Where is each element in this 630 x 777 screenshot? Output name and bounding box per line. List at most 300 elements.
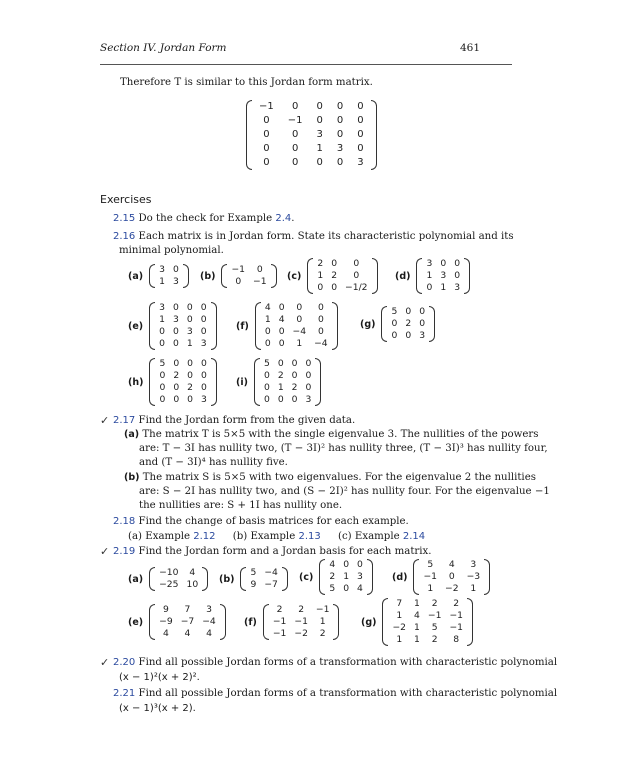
matrix-entry: 1	[414, 634, 420, 645]
matrix-row	[387, 318, 429, 330]
matrix-entry: 0	[173, 358, 180, 369]
exercise-text: Find the change of basis matrices for each example.	[138, 516, 409, 527]
matrix-row	[155, 616, 220, 628]
matrix-entry: 4	[206, 628, 212, 639]
matrix-entry: 0	[357, 101, 364, 112]
matrix-row	[246, 567, 281, 579]
matrix-entry: 0	[317, 314, 324, 325]
matrix-entry: 0	[391, 318, 398, 329]
matrix	[149, 604, 226, 640]
exercise-number[interactable]: 2.18	[113, 516, 136, 527]
matrix-entry: 0	[357, 115, 364, 126]
matrix-entry: 0	[186, 314, 193, 325]
matrix-entry: 0	[336, 115, 344, 126]
header-rule	[100, 64, 512, 65]
matrix-entry: 0	[426, 282, 433, 293]
part-label: (e)	[128, 616, 144, 628]
part-label: (b)	[200, 270, 216, 282]
matrix-entry: 4	[278, 314, 285, 325]
matrix-entry: 0	[187, 370, 194, 381]
matrix-entry: 0	[173, 338, 179, 349]
matrix-entry: 3	[159, 264, 165, 275]
matrix-entry: 0	[331, 258, 338, 269]
exercise-number[interactable]: 2.21	[113, 688, 136, 699]
matrix-entry: −1	[449, 622, 463, 633]
matrix-row	[155, 370, 210, 382]
part-label: (f)	[236, 320, 249, 332]
matrix-entry: 0	[331, 282, 338, 293]
part-label: (d)	[392, 571, 408, 583]
exercise-number[interactable]: 2.17	[113, 415, 136, 426]
matrix-entry: 0	[405, 306, 412, 317]
matrix-entry: 2	[298, 604, 305, 615]
matrix-row	[261, 338, 332, 350]
matrix-entry: 5	[427, 559, 434, 570]
matrix-row	[313, 258, 371, 270]
matrix-entry: 5	[263, 358, 270, 369]
matrix-entry: 4	[189, 567, 196, 578]
matrix-entry: 0	[391, 330, 398, 341]
matrix-entry: 0	[448, 571, 455, 582]
matrix-entry: −9	[159, 616, 173, 627]
matrix-row	[269, 616, 334, 628]
matrix-entry: 1	[264, 314, 271, 325]
matrix-entry: −1	[294, 616, 308, 627]
matrix-entry: 0	[291, 358, 298, 369]
checkmark-icon: ✓	[100, 656, 110, 669]
part-b	[200, 264, 277, 288]
matrix-entry: 0	[317, 302, 324, 313]
matrix-entry: 3	[305, 394, 312, 405]
matrix-row	[155, 604, 220, 616]
matrix-row	[422, 258, 464, 270]
part-f	[244, 604, 339, 640]
matrix-entry: 1	[396, 610, 403, 621]
matrix-entry: 4	[329, 559, 336, 570]
matrix-entry: 2	[276, 604, 283, 615]
matrix-entry: 0	[419, 306, 426, 317]
part-text: The matrix S is 5×5 with two eigenvalues. For the eigenvalue 2 the nullities	[142, 472, 536, 483]
matrix-entry: 3	[206, 604, 212, 615]
matrix-entry: 9	[250, 579, 257, 590]
matrix-entry: −4	[264, 567, 278, 578]
part-label: (b)	[124, 472, 140, 483]
matrix-entry: −2	[445, 583, 459, 594]
exercise-2-21-polynomial: (x − 1)³(x + 2).	[119, 703, 196, 714]
section-title: Section IV. Jordan Form	[100, 42, 227, 54]
part-e	[128, 302, 217, 350]
matrix-entry: −1	[231, 264, 246, 275]
exercise-2-17-b	[124, 471, 536, 485]
matrix-entry: 1	[426, 270, 433, 281]
part-label: (g)	[360, 318, 376, 330]
matrix	[413, 559, 490, 595]
matrix-entry: −1	[315, 604, 330, 615]
matrix-entry: −1	[272, 616, 287, 627]
part-label: (a)	[124, 429, 140, 440]
matrix-row	[155, 302, 210, 314]
matrix-entry: 3	[419, 330, 426, 341]
matrix	[240, 567, 287, 591]
matrix-entry: 4	[264, 302, 271, 313]
jordan-form-matrix	[246, 100, 377, 170]
part-label: (h)	[128, 376, 144, 388]
matrix	[263, 604, 340, 640]
exercise-text: Find the Jordan form and a Jordan basis for each matrix.	[138, 546, 432, 557]
example-link[interactable]: 2.14	[402, 531, 426, 542]
matrix	[149, 264, 189, 288]
matrix-entry: 1	[414, 598, 420, 609]
matrix-entry: 0	[291, 101, 299, 112]
matrix-entry: 1	[470, 583, 477, 594]
part-label: (b)	[232, 531, 248, 542]
part-b	[219, 567, 288, 591]
matrix-entry: 0	[336, 129, 344, 140]
part-label: (c)	[299, 571, 314, 583]
matrix-entry: 0	[278, 302, 285, 313]
matrix-entry: 0	[263, 382, 270, 393]
matrix-row	[387, 330, 429, 342]
matrix-row	[260, 370, 315, 382]
part-label: (a)	[128, 573, 144, 585]
matrix-entry: −1	[253, 276, 267, 287]
exercise-number[interactable]: 2.16	[113, 231, 136, 242]
matrix-entry: 0	[316, 101, 323, 112]
exercise-2-16-line2: minimal polynomial.	[119, 245, 224, 256]
part-g	[360, 306, 435, 342]
matrix-entry: 3	[173, 314, 179, 325]
matrix-entry: 5	[391, 306, 398, 317]
matrix-entry: −1	[287, 115, 303, 126]
matrix-row	[388, 634, 467, 646]
matrix-entry: 0	[357, 559, 363, 570]
matrix-row	[419, 583, 484, 595]
matrix-row	[227, 276, 270, 288]
matrix-row	[252, 156, 371, 170]
matrix	[319, 559, 373, 595]
part-e	[128, 604, 226, 640]
matrix-entry: 0	[343, 559, 350, 570]
matrix-entry: −4	[314, 338, 328, 349]
part-c	[287, 258, 378, 294]
matrix-entry: 5	[329, 583, 336, 594]
matrix-entry: 1	[159, 276, 165, 287]
matrix-entry: 0	[405, 330, 412, 341]
matrix-entry: 2	[431, 634, 438, 645]
matrix-entry: 2	[329, 571, 336, 582]
matrix-row	[252, 128, 371, 142]
matrix-row	[155, 264, 183, 276]
part-h	[128, 358, 217, 406]
matrix-entry: 0	[291, 143, 299, 154]
matrix-row	[422, 282, 464, 294]
matrix-entry: 2	[291, 382, 298, 393]
matrix-entry: 5	[159, 358, 166, 369]
matrix-entry: 7	[184, 604, 191, 615]
matrix-entry: 1	[316, 143, 323, 154]
exercise-2-21	[113, 687, 557, 701]
matrix	[381, 306, 435, 342]
checkmark-icon: ✓	[100, 545, 110, 558]
matrix-entry: 0	[173, 302, 179, 313]
matrix-entry: 0	[419, 318, 426, 329]
matrix-entry: 0	[296, 314, 303, 325]
part-d	[392, 559, 490, 595]
matrix-row	[155, 579, 202, 591]
matrix-entry: 0	[317, 282, 324, 293]
part-c	[299, 559, 373, 595]
exercise-2-17-a	[124, 428, 539, 442]
matrix-row	[269, 604, 334, 616]
matrix-entry: 3	[200, 338, 207, 349]
matrix-entry: 0	[277, 358, 284, 369]
matrix-entry: 3	[159, 302, 165, 313]
matrix	[255, 302, 338, 350]
matrix-entry: 5	[250, 567, 257, 578]
matrix-entry: 0	[305, 382, 312, 393]
exercise-2-18	[113, 515, 409, 529]
matrix-entry: 4	[162, 628, 169, 639]
page-number: 461	[460, 42, 481, 54]
matrix-entry: 2	[277, 370, 284, 381]
matrix-entry: −2	[392, 622, 407, 633]
matrix-entry: 8	[453, 634, 460, 645]
matrix-row	[155, 314, 210, 326]
matrix-entry: 0	[305, 370, 312, 381]
matrix-entry: −1	[427, 610, 442, 621]
matrix-entry: 0	[440, 258, 447, 269]
matrix-entry: 0	[173, 394, 180, 405]
part-a	[128, 264, 189, 288]
matrix-row	[155, 326, 210, 338]
matrix	[307, 258, 377, 294]
exercise-text: Find the Jordan form from the given data.	[138, 415, 356, 426]
matrix-entry: 0	[291, 157, 299, 168]
part-label: (i)	[236, 376, 248, 388]
matrix-entry: −2	[294, 628, 308, 639]
matrix-row	[252, 114, 371, 128]
matrix-entry: 3	[186, 326, 193, 337]
matrix-row	[261, 314, 332, 326]
matrix-entry: 0	[357, 143, 364, 154]
matrix-entry: 0	[291, 129, 299, 140]
matrix-entry: 0	[263, 115, 270, 126]
matrix-entry: 10	[186, 579, 199, 590]
matrix-entry: 3	[470, 559, 477, 570]
matrix-row	[325, 583, 367, 595]
matrix-row	[155, 338, 210, 350]
matrix-entry: 0	[263, 143, 270, 154]
part-label: (c)	[287, 270, 302, 282]
matrix-entry: 0	[343, 583, 350, 594]
matrix-row	[260, 394, 315, 406]
part-label: (e)	[128, 320, 144, 332]
part-a	[128, 567, 208, 591]
exercise-2-17	[113, 414, 355, 428]
matrix-entry: 0	[256, 264, 263, 275]
matrix	[149, 302, 216, 350]
matrix-entry: 1	[277, 382, 284, 393]
matrix-row	[227, 264, 270, 276]
exercise-text: Find all possible Jordan forms of a transformation with characteristic polynomial	[138, 657, 558, 668]
matrix-entry: 0	[263, 157, 270, 168]
part-label: (a)	[128, 270, 144, 282]
matrix-row	[155, 628, 220, 640]
matrix-row	[261, 302, 332, 314]
matrix-entry: 0	[336, 157, 344, 168]
matrix	[254, 358, 321, 406]
matrix-entry: 0	[263, 129, 270, 140]
matrix-row	[387, 306, 429, 318]
matrix-entry: 0	[159, 338, 165, 349]
matrix-entry: 2	[405, 318, 412, 329]
example-link[interactable]: 2.12	[193, 531, 216, 542]
part-f	[236, 302, 338, 350]
matrix-row	[388, 598, 467, 610]
matrix-entry: 2	[173, 370, 180, 381]
intro-text: Therefore T is similar to this Jordan form matrix.	[120, 77, 373, 88]
matrix-entry: 0	[200, 314, 207, 325]
matrix-entry: 0	[353, 258, 360, 269]
matrix-entry: 1	[396, 634, 403, 645]
matrix-entry: −25	[159, 579, 179, 590]
matrix-entry: 2	[431, 598, 438, 609]
matrix	[246, 100, 377, 170]
exercise-2-20-polynomial: (x − 1)²(x + 2)².	[119, 672, 200, 683]
matrix-entry: 0	[186, 302, 193, 313]
matrix-entry: 3	[172, 276, 179, 287]
matrix-entry: 0	[200, 302, 207, 313]
matrix-entry: 0	[200, 326, 207, 337]
matrix-entry: 3	[357, 157, 364, 168]
matrix	[416, 258, 470, 294]
part-label: (c)	[337, 531, 352, 542]
matrix-entry: 0	[263, 370, 270, 381]
matrix-entry: 5	[431, 622, 438, 633]
matrix-row	[261, 326, 332, 338]
part-text: Example	[145, 531, 194, 542]
matrix-entry: −1	[272, 628, 287, 639]
part-text: The matrix T is 5×5 with the single eigenvalue 3. The nullities of the powers	[142, 429, 539, 440]
matrix-row	[313, 270, 371, 282]
matrix-entry: 3	[336, 143, 344, 154]
exercise-text: Each matrix is in Jordan form. State its characteristic polynomial and its	[138, 231, 514, 242]
matrix-row	[252, 142, 371, 156]
exercise-2-20	[113, 656, 557, 670]
matrix-entry: 4	[448, 559, 455, 570]
matrix	[221, 264, 276, 288]
exercise-2-17-b-line2: are: S − 2I has nullity two, and (S − 2I)² has nullity four. For the eigenvalue −1	[139, 486, 550, 497]
part-g	[361, 598, 473, 646]
matrix-entry: 0	[305, 358, 312, 369]
exercise-2-17-a-line2: are: T − 3I has nullity two, (T − 3I)² has nullity three, (T − 3I)³ has nullity four,	[139, 443, 548, 454]
exercise-2-17-a-line3: and (T − 3I)⁴ has nullity five.	[139, 457, 288, 468]
matrix-entry: 0	[296, 302, 303, 313]
matrix-entry: 3	[454, 282, 461, 293]
matrix-entry: 3	[440, 270, 447, 281]
matrix-entry: 4	[414, 610, 420, 621]
matrix-entry: 7	[396, 598, 403, 609]
example-link[interactable]: 2.4	[275, 213, 292, 224]
part-i	[236, 358, 321, 406]
matrix-entry: 0	[336, 101, 344, 112]
matrix-entry: 0	[159, 382, 166, 393]
part-text: Example	[354, 531, 403, 542]
matrix-row	[155, 358, 210, 370]
matrix-entry: 1	[186, 338, 193, 349]
matrix-row	[155, 394, 210, 406]
matrix-entry: −1	[423, 571, 438, 582]
matrix	[149, 567, 208, 591]
matrix-entry: 0	[291, 370, 298, 381]
matrix-entry: 0	[201, 358, 207, 369]
matrix-entry: 0	[201, 370, 207, 381]
matrix-entry: −1/2	[345, 282, 368, 293]
matrix-entry: 1	[296, 338, 303, 349]
exercise-number[interactable]: 2.19	[113, 546, 136, 557]
matrix-row	[155, 276, 183, 288]
matrix	[149, 358, 216, 406]
part-label: (f)	[244, 616, 257, 628]
part-text: Example	[250, 531, 299, 542]
example-link[interactable]: 2.13	[298, 531, 321, 542]
matrix-entry: 0	[454, 258, 461, 269]
exercise-2-18-parts	[128, 530, 425, 544]
matrix-entry: 0	[277, 394, 284, 405]
matrix-row	[252, 100, 371, 114]
matrix-entry: 0	[201, 382, 207, 393]
matrix-entry: 1	[440, 282, 447, 293]
matrix-entry: −4	[292, 326, 307, 337]
matrix-entry: 2	[187, 382, 194, 393]
matrix-row	[419, 571, 484, 583]
matrix-entry: 3	[316, 129, 323, 140]
exercise-text: Do the check for Example	[138, 213, 276, 224]
exercise-number[interactable]: 2.15	[113, 213, 136, 224]
exercise-2-16	[113, 230, 514, 244]
matrix-row	[155, 567, 202, 579]
matrix-entry: 3	[357, 571, 363, 582]
matrix-entry: −7	[264, 579, 278, 590]
matrix-entry: −4	[202, 616, 216, 627]
matrix-entry: 0	[235, 276, 242, 287]
matrix-entry: 0	[173, 326, 179, 337]
matrix-entry: 0	[264, 338, 271, 349]
matrix-entry: 0	[159, 326, 165, 337]
matrix-entry: 0	[173, 382, 180, 393]
matrix-entry: 2	[453, 598, 460, 609]
matrix-entry: −10	[159, 567, 179, 578]
matrix-entry: 0	[357, 129, 364, 140]
checkmark-icon: ✓	[100, 414, 110, 427]
exercise-text: Find all possible Jordan forms of a transformation with characteristic polynomial	[138, 688, 558, 699]
matrix-entry: 0	[278, 338, 285, 349]
part-label: (a)	[128, 531, 143, 542]
exercise-number[interactable]: 2.20	[113, 657, 136, 668]
matrix-entry: 1	[317, 270, 324, 281]
part-label: (d)	[395, 270, 411, 282]
matrix-row	[422, 270, 464, 282]
matrix-entry: −7	[180, 616, 195, 627]
matrix-entry: 0	[278, 326, 285, 337]
matrix-entry: 0	[172, 264, 179, 275]
part-label: (b)	[219, 573, 235, 585]
matrix-entry: 2	[319, 628, 326, 639]
matrix-entry: 1	[343, 571, 350, 582]
matrix-row	[155, 382, 210, 394]
matrix-row	[388, 622, 467, 634]
matrix-entry: 0	[291, 394, 298, 405]
